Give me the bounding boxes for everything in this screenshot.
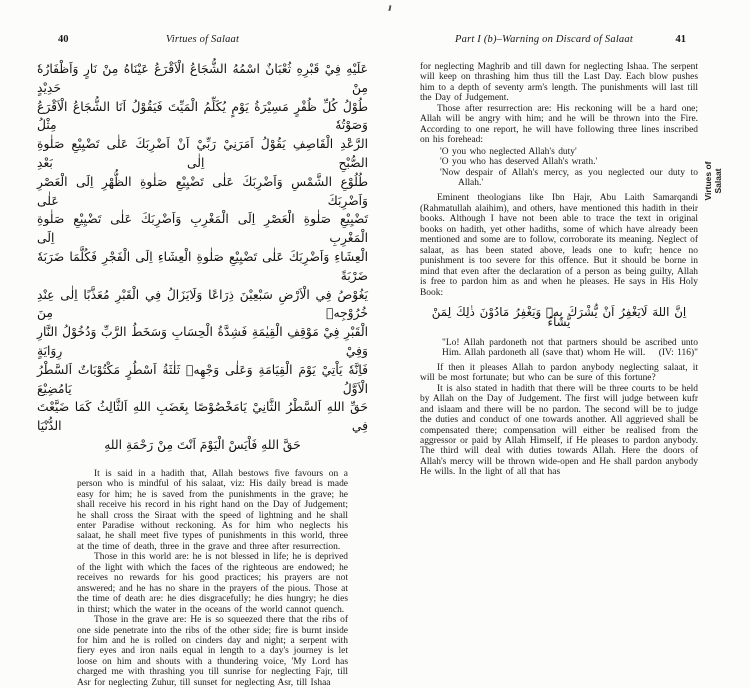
paragraph-three-courts: It is also stated in hadith that there will be three courts to be held by Allah on the Day of Judgement. The first will judge between kufr and islaam and there will be no pardon. The second will be to judge the duties and conduct of one towards another. All aggrieved shall be compensated there; compensation will either be realised from the aggressor or paid by Allah Himself, if He pleases to pardon anybody. The third will deal with duties towards Allah. Here the doors of Allah's mercy will be thrown wide-open and He shall pardon anybody He wills. In the light of all that has — [420, 383, 698, 478]
left-page — [37, 34, 368, 688]
arabic-line: يَغُوْصُ فِي الْاَرْضِ سَبْعِيْنَ ذِرَاعًا وَلَايَزَالُ فِي الْقَبْرِ مُعَذَّبًا اِلٰى عِنْدِ خُرُوْجِهٖ مِنَ — [37, 287, 368, 321]
verse-translation-text: "Lo! Allah pardoneth not that partners should be ascribed unto Him. Allah pardoneth all (save that) whom He will. — [442, 337, 698, 359]
paragraph-five-favours: It is said in a hadith that, Allah bestows five favours on a person who is mindful of his salaat, viz: His daily bread is made easy for him; he is saved from the punishments in the grave; he shall receive his record in his right hand on the Day of Judgement; he shall cross the Siraat with the speed of lightning and he shall enter Paradise without reckoning. As for him who neglects his salaat, he shall meet five types of punishments in this world, three at the time of death, three in the grave and three after resurrection. — [77, 468, 348, 552]
right-header-title: Part I (b)–Warning on Discard of Salaat — [455, 34, 633, 45]
verse-citation: (IV: 116)" — [653, 348, 698, 358]
forehead-inscriptions — [440, 147, 698, 189]
paragraph-after-resurrection: Those after resurrection are: His reckoning will be a hard one; Allah will be angry with him; and he will be thrown into the Fire. According to one report, he will have following three lines inscribed on his forehead: — [420, 103, 698, 146]
arabic-line: عَلَيْهِ فِيْ قَبْرِهِ ثُعْبَانٌ اسْمُهُ الشُّجَاعُ الْاَقْرَعُ عَيْنَاهُ مِنْ نَارٍ وَاَظْفَارُهٗ مِنْ حَدِيْدٍ — [37, 62, 368, 95]
forehead-line: 'O you who neglected Allah's duty' — [440, 146, 577, 157]
left-body-text — [77, 469, 348, 688]
forehead-line: 'O you who has deserved Allah's wrath.' — [440, 157, 598, 168]
arabic-line: حَقَّ اللهِ فَاْيَسْ الْيَوْمَ اَنْتَ مِنْ رَحْمَةِ اللهِ — [104, 437, 301, 452]
arabic-line: فَاِنَّهٗ يَاْتِيْ يَوْمَ الْقِيَامَةِ وَعَلٰى وَجْهِهٖ ثَلٰثَةُ اَسْطُرٍ مَكْتُوْبَاتٌ اَلسَّطْرُ الْاَوَّلُ يَامُضِيْعَ — [37, 362, 368, 396]
edge-tab-line1: Virtues of — [703, 161, 713, 201]
paragraph-theologians: Eminent theologians like Ibn Hajr, Abu Laith Samarqandi (Rahmatullah alaihim), and others, have mentioned this hadith in their books. Although I have not been able to trace the text in original books on hadith, yet other hadiths, some of which have already been mentioned and some are to follow, corroborate its meaning. Neglect of salaat, as has been stated above, leads one to kufr; hence no punishment is too severe for this offence. But it should be borne in mind that even after the declaration of a person as being guilty, Allah is free to pardon him as and when he pleases. He says in His Holy Book: — [420, 193, 698, 298]
paragraph-serpent-continuation: for neglecting Maghrib and till dawn for neglecting Ishaa. The serpent will keep on thrashing him thus till the Last Day. Each blow pushes him to a depth of seventy arm's length. The punishments will last till the Day of Judgement. — [420, 62, 698, 104]
right-page — [420, 34, 698, 478]
arabic-line: طُلُوْعِ الشَّمْسِ وَاَضْرِبَكَ عَلٰى تَضْيِيْعِ صَلٰوةِ الظُّهْرِ اِلَى الْعَصْرِ وَاَضْرِبَكَ عَلٰى — [37, 174, 368, 208]
arabic-line: الرَّعْدِ الْقَاصِفِ يَقُوْلُ اَمَرَنِيْ رَبِّيْ اَنْ اَضْرِبَكَ عَلٰى تَضْيِيْعِ صَلٰوةِ الصُّبْحِ اِلٰى بَعْدِ — [37, 137, 368, 170]
right-running-head — [420, 34, 698, 49]
right-page-number: 41 — [675, 34, 686, 45]
left-header-title: Virtues of Salaat — [165, 34, 240, 45]
scan-artifact-mark — [387, 5, 391, 11]
arabic-line: حَقِّ اللهِ اَلسَّطْرُ الثَّانِيْ يَامَخْصُوْصًا بِغَضَبِ اللهِ اَلثَّالِثُ كَمَا ضَيَّعْتَ فِي الدُّنْيَا — [37, 400, 368, 434]
arabic-line: تَضْيِيْعِ صَلٰوةِ الْعَصْرِ اِلَى الْمَغْرِبِ وَاَضْرِبَكَ عَلٰى تَضْيِيْعِ صَلٰوةِ الْمَغْرِبِ اِلَى — [37, 212, 368, 246]
edge-tab-line2: Salaat — [712, 168, 723, 194]
left-page-number: 40 — [58, 34, 69, 45]
paragraph-punishments-grave: Those in the grave are: He is so squeezed there that the ribs of one side penetrate into the ribs of the other side; fire is burnt inside for him and he is rolled on cinders day and night; a serpent with fiery eyes and iron nails equal in length to a day's journey is let loose on him and shouts with a thundering voice, 'My Lord has charged me with thrashing you till sunrise for neglecting Fajr, till Asr for neglecting Zuhur, till sunset for neglecting Asr, till Ishaa — [77, 615, 348, 688]
arabic-line: الْقَبْرِ فِيْ مَوْقِفِ الْقِيٰمَةِ فَشِدَّةُ الْحِسَابِ وَسَخَطُ الرَّبِّ وَدُخُوْلُ النَّارِ وَفِيْ رِوَايَةٍ — [37, 325, 368, 358]
arabic-line: طُوْلُ كُلِّ ظُفْرٍ مَسِيْرَةُ يَوْمٍ يُكَلِّمُ الْمَيِّتَ فَيَقُوْلُ اَنَا الشُّجَاعُ الْاَقْرَعُ وَصَوْتُهٗ مِثْلُ — [37, 99, 368, 133]
arabic-quran-verse: اِنَّ اللهَ لَايَغْفِرُ اَنْ يُّشْرَكَ بِهٖ وَيَغْفِرُ مَادُوْنَ ذٰلِكَ لِمَنْ يَّشَآءُ — [431, 304, 687, 330]
verse-translation-block — [442, 338, 698, 359]
paragraph-fortune: If then it pleases Allah to pardon anybody neglecting salaat, it will be most fortunate; but who can be sure of this fortune? — [420, 362, 698, 384]
edge-tab-book-title — [704, 141, 736, 221]
left-running-head — [37, 34, 368, 49]
right-body-text — [420, 62, 698, 478]
arabic-hadith-block — [37, 60, 368, 455]
paragraph-punishments-world: Those in this world are: he is not blessed in life; he is deprived of the light with which the faces of the righteous are endowed; he receives no rewards for his good practices; his prayers are not answered; and he has no share in the prayers of the pious. Those at the time of death are: he dies disgracefully; he dies hungry; he dies in thirst; which the water in the oceans of the world cannot quench. — [77, 552, 348, 615]
arabic-line: الْعِشَاءِ وَاَضْرِبَكَ عَلٰى تَضْيِيْعِ صَلٰوةِ الْعِشَاءِ اِلَى الْفَجْرِ فَكُلَّمَا ضَرَبَهٗ ضَرْبَةً — [37, 249, 368, 283]
forehead-line: 'Now despair of Allah's mercy, as you neglected our duty to Allah.' — [440, 167, 698, 188]
